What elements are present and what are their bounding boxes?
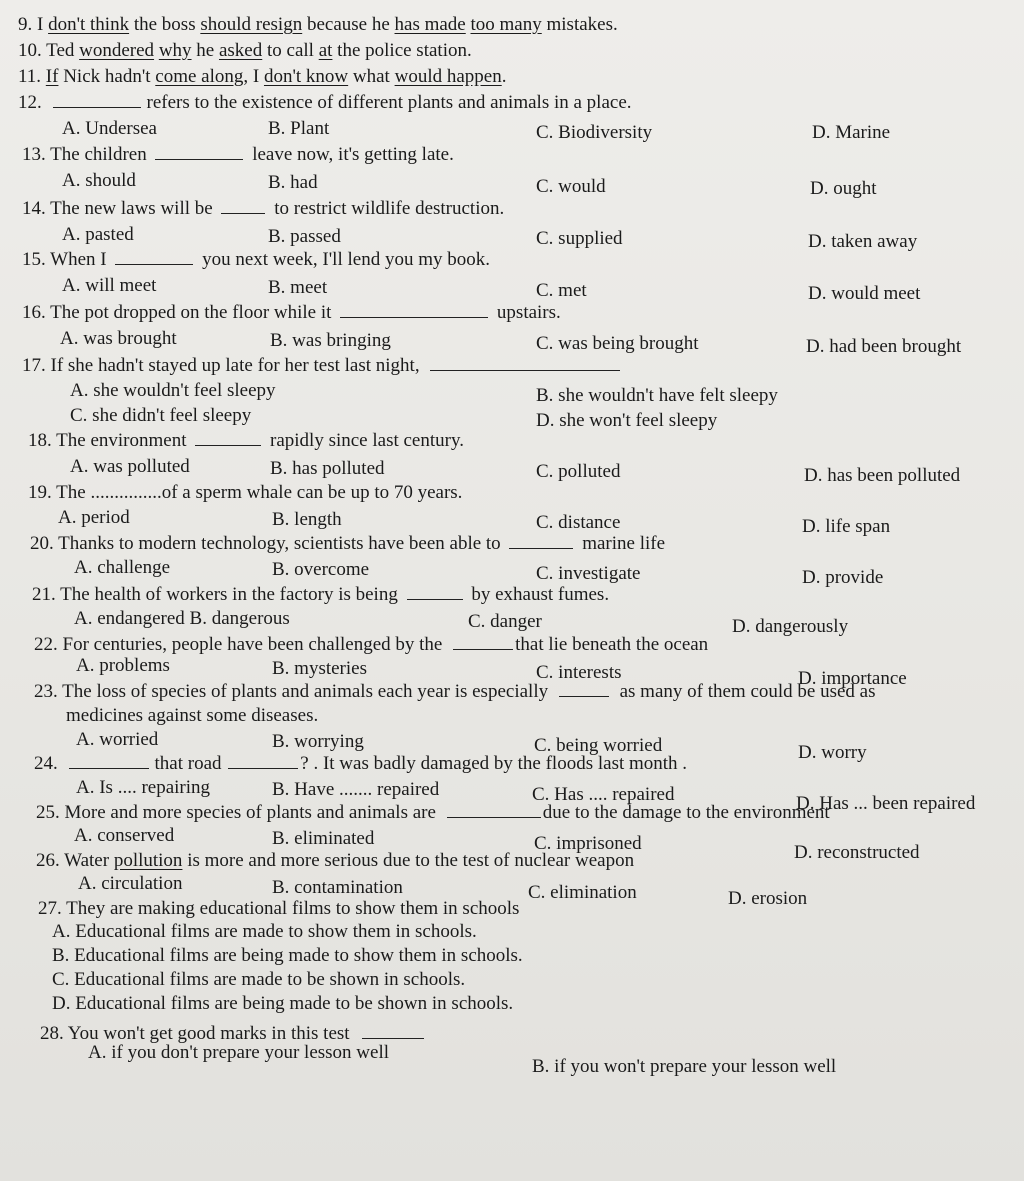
answer-blank[interactable] [195,430,261,446]
answer-blank[interactable] [115,249,193,265]
question-text: Thanks to modern technology, scientists have been able to [58,533,501,554]
option-d[interactable]: D. importance [798,668,907,689]
option-c[interactable]: C. investigate [536,563,641,584]
answer-blank[interactable] [407,584,463,600]
underlined-word: come along [155,66,244,87]
underlined-word: has made [394,14,466,35]
question-27 [38,898,519,920]
option-c[interactable]: C. Has .... repaired [532,784,675,805]
question-text: For centuries, people have been challenged by the [62,634,443,655]
question-text: When I [50,249,107,270]
text: . [501,66,507,87]
option-a[interactable]: A. conserved [74,825,175,846]
answer-blank[interactable] [430,355,620,371]
question-25 [36,802,830,824]
underlined-word: asked [218,40,263,61]
text: because he [302,14,395,35]
underlined-word: pollution [113,850,183,871]
question-number: 25. [36,802,60,823]
option-d[interactable]: D. Has ... been repaired [796,793,976,814]
option-b[interactable]: B. meet [268,277,328,298]
question-text: to restrict wildlife destruction. [274,198,505,219]
option-a[interactable]: A. was brought [60,328,177,349]
question-23 [34,681,1024,703]
underlined-word: at [318,40,333,61]
question-text: You won't get good marks in this test [67,1023,350,1044]
question-text: They are making educational films to show them in schools [66,898,520,919]
question-text: marine life [582,533,666,554]
option-a[interactable]: A. problems [76,655,170,676]
option-a[interactable]: A. if you don't prepare your lesson well [88,1042,390,1063]
option-a[interactable]: A. worried [76,729,159,750]
option-b[interactable]: B. had [268,172,318,193]
text: mistakes. [541,14,618,35]
question-15 [22,249,490,271]
option-a[interactable]: A. circulation [78,873,183,894]
option-b[interactable]: B. overcome [272,559,370,580]
option-c[interactable]: C. being worried [534,735,663,756]
option-a[interactable]: A. she wouldn't feel sleepy [70,380,276,401]
option-b[interactable]: B. Have ....... repaired [272,779,440,800]
question-21 [32,584,609,606]
underlined-word: should resign [200,14,303,35]
option-c[interactable]: C. Biodiversity [536,122,653,143]
question-number: 28. [40,1023,64,1044]
question-number: 23. [34,681,58,702]
question-text: ? . It was badly damaged by the floods last month . [300,753,688,774]
option-d[interactable]: D. she won't feel sleepy [536,410,718,431]
question-number: 18. [28,430,52,451]
question-16 [22,302,561,324]
question-14 [22,198,504,220]
option-a[interactable]: A. Is .... repairing [76,777,211,798]
question-12 [18,92,632,114]
answer-blank[interactable] [340,302,488,318]
question-13 [22,144,454,166]
question-text-continued: medicines against some diseases. [66,705,319,726]
answer-blank[interactable] [221,198,265,214]
option-c[interactable]: C. supplied [536,228,623,249]
question-text: due to the damage to the environment [542,802,830,823]
text: Nick hadn't [58,66,156,87]
option-c[interactable]: C. Educational films are made to be shown in schools. [52,969,466,990]
question-20 [30,533,665,555]
option-c[interactable]: C. elimination [528,882,637,903]
question-number: 9. [18,14,33,35]
option-d[interactable]: D. Educational films are being made to be shown in schools. [52,993,514,1014]
question-text: is more and more serious due to the test of nuclear weapon [182,850,635,871]
question-text: leave now, it's getting late. [252,144,454,165]
answer-blank[interactable] [53,92,141,108]
option-c[interactable]: C. she didn't feel sleepy [70,405,252,426]
question-text: The loss of species of plants and animals each year is especially [62,681,549,702]
question-text: More and more species of plants and animals are [64,802,436,823]
text: he [191,40,219,61]
question-text: upstairs. [496,302,561,323]
option-d[interactable]: D. provide [802,567,884,588]
question-number: 12. [18,92,42,113]
question-number: 14. [22,198,46,219]
question-text: that lie beneath the ocean [515,634,709,655]
question-text: rapidly since last century. [270,430,464,451]
question-number: 19. [28,482,52,503]
option-c[interactable]: C. distance [536,512,621,533]
option-a[interactable]: A. period [58,507,130,528]
underlined-word: If [45,66,59,87]
option-d[interactable]: D. reconstructed [794,842,920,863]
answer-blank[interactable] [362,1016,424,1039]
option-c[interactable]: C. interests [536,662,622,683]
question-text: refers to the existence of different plants and animals in a place. [146,92,632,113]
question-text: you next week, I'll lend you my book. [202,249,490,270]
question-number: 27. [38,898,62,919]
option-d[interactable]: D. dangerously [732,616,849,637]
question-text: The new laws will be [50,198,213,219]
question-9 [18,14,618,36]
question-number: 11. [18,66,42,87]
question-number: 10. [18,40,42,61]
question-text: The ...............of a sperm whale can be up to 70 years. [56,482,463,503]
question-number: 26. [36,850,60,871]
question-number: 13. [22,144,46,165]
question-text: Water [64,850,114,871]
option-a[interactable]: A. Educational films are made to show them in schools. [52,921,477,942]
option-c[interactable]: C. was being brought [536,333,699,354]
question-text: The environment [56,430,187,451]
question-text: If she hadn't stayed up late for her test last night, [50,355,420,376]
answer-blank[interactable] [509,533,573,549]
question-28 [40,1016,432,1045]
option-d[interactable]: D. would meet [808,283,921,304]
underlined-word: don't know [263,66,349,87]
question-22 [34,634,708,656]
option-a[interactable]: A. pasted [62,224,134,245]
question-number: 24. [34,753,58,774]
option-b[interactable]: B. worrying [272,731,364,752]
question-10 [18,40,472,62]
question-24 [34,753,687,775]
text: the police station. [332,40,472,61]
question-text: as many of them could be used as [619,681,876,702]
answer-blank[interactable] [453,634,513,650]
question-text: The health of workers in the factory is being [60,584,398,605]
option-b[interactable]: B. has polluted [270,458,385,479]
option-b[interactable]: B. mysteries [272,658,367,679]
answer-blank[interactable] [447,802,541,818]
option-b[interactable]: B. if you won't prepare your lesson well [532,1056,837,1077]
option-d[interactable]: D. taken away [808,231,918,252]
option-b[interactable]: B. length [272,509,342,530]
option-a[interactable]: A. was polluted [70,456,190,477]
question-11 [18,66,506,88]
question-26 [36,850,634,872]
option-b[interactable]: B. she wouldn't have felt sleepy [536,385,778,406]
underlined-word: why [158,40,192,61]
underlined-word: too many [470,14,542,35]
option-d[interactable]: D. worry [798,742,867,763]
option-b[interactable]: B. contamination [272,877,403,898]
option-a[interactable]: A. challenge [74,557,171,578]
option-d[interactable]: D. ought [810,178,877,199]
question-18 [28,430,464,452]
question-text: by exhaust fumes. [471,584,610,605]
text: to call [262,40,319,61]
option-d[interactable]: D. life span [802,516,891,537]
option-b[interactable]: B. was bringing [270,330,391,351]
option-b[interactable]: B. Plant [268,118,330,139]
option-a[interactable]: A. will meet [62,275,157,296]
option-d[interactable]: D. has been polluted [804,465,961,486]
question-number: 16. [22,302,46,323]
question-number: 22. [34,634,58,655]
question-text: that road [154,753,222,774]
text: the boss [129,14,201,35]
option-b[interactable]: B. eliminated [272,828,375,849]
text: I [37,14,49,35]
options-a-b[interactable]: A. endangered B. dangerous [74,608,290,629]
option-c[interactable]: C. danger [468,611,542,632]
option-d[interactable]: D. erosion [728,888,808,909]
text: what [348,66,395,87]
underlined-word: would happen [394,66,502,87]
question-number: 20. [30,533,54,554]
option-d[interactable]: D. Marine [812,122,891,143]
option-d[interactable]: D. had been brought [806,336,962,357]
question-text: The pot dropped on the floor while it [50,302,332,323]
option-b[interactable]: B. passed [268,226,341,247]
option-a[interactable]: A. Undersea [62,118,157,139]
option-c[interactable]: C. would [536,176,606,197]
option-c[interactable]: C. met [536,280,587,301]
underlined-word: don't think [48,14,130,35]
underlined-word: wondered [79,40,155,61]
option-a[interactable]: A. should [62,170,136,191]
question-17 [22,355,626,377]
option-b[interactable]: B. Educational films are being made to show them in schools. [52,945,523,966]
answer-blank-1[interactable] [69,753,149,769]
text: Ted [46,40,80,61]
option-c[interactable]: C. imprisoned [534,833,642,854]
text: , I [243,66,264,87]
answer-blank-2[interactable] [228,753,298,769]
option-c[interactable]: C. polluted [536,461,621,482]
answer-blank[interactable] [155,144,243,160]
question-19 [28,482,462,504]
answer-blank[interactable] [559,681,609,697]
question-text: The children [50,144,147,165]
question-number: 21. [32,584,56,605]
question-number: 17. [22,355,46,376]
question-number: 15. [22,249,46,270]
